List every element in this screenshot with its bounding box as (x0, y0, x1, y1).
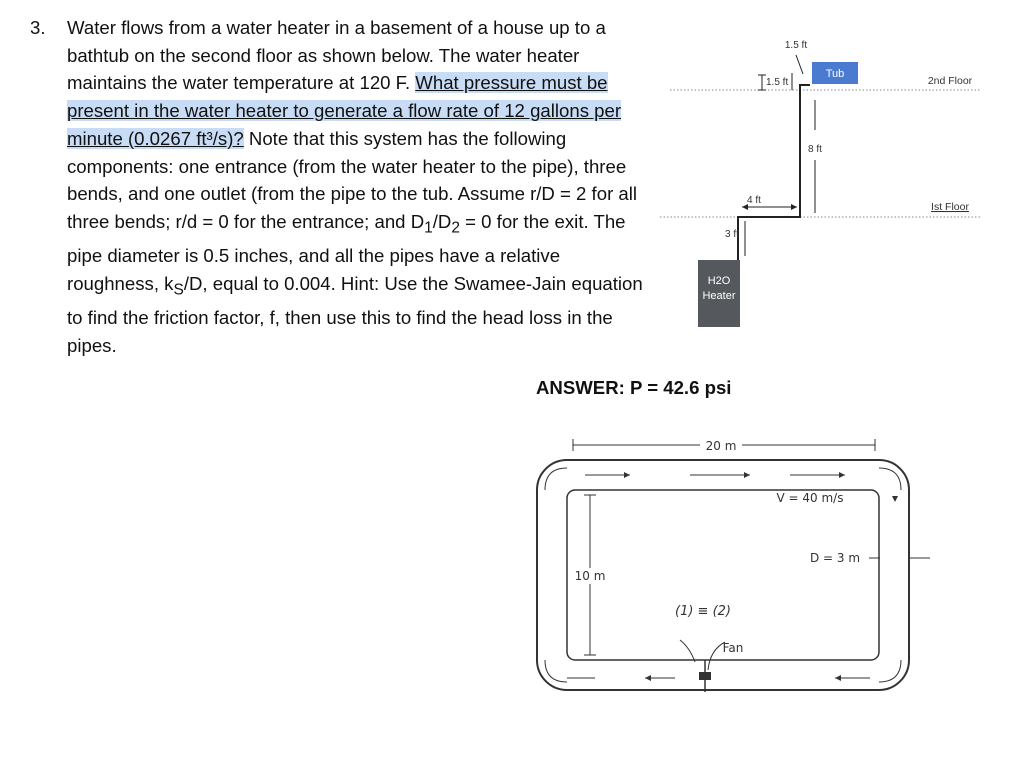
first-floor-label: Ist Floor (931, 201, 969, 213)
second-floor-label: 2nd Floor (927, 75, 973, 87)
problem-text-2: = 0 for the exit. The pipe diameter is 0.5 inches, and all the pipes have a relative roughness, k (67, 210, 626, 295)
problem-text-3: /D, equal to 0.004. Hint: Use the Swamee-Jain equation to find the friction factor, f, then use this to find the head loss in the pipes. (67, 273, 643, 357)
fan-label: Fan (722, 641, 744, 655)
flow-arrow-right-head (892, 496, 898, 502)
flow-arrow-top-left-head (624, 472, 630, 478)
tub-height-label: 1.5 ft (766, 77, 789, 88)
highlighted-question: What pressure must be present in the water heater to generate a flow rate of 12 gallons per minute (0.0267 ft³/s)? (67, 72, 622, 149)
velocity-label: V = 40 m/s (776, 491, 844, 505)
top-width-leader (796, 55, 803, 74)
flow-arrow-bottom-right-head (835, 675, 841, 681)
loop-inner-wall (567, 490, 879, 660)
subscript-2: 2 (451, 219, 460, 237)
heater-label-line2: Heater (702, 290, 736, 302)
corner-vane-tr (879, 468, 901, 490)
flow-arrow-top-center-head (744, 472, 750, 478)
sections-label: (1) ≡ (2) (675, 604, 731, 619)
subscript-s: S (173, 281, 184, 299)
diameter-label: D = 3 m (809, 551, 861, 565)
corner-vane-tl (545, 468, 567, 490)
problem-number: 3. (30, 17, 46, 38)
subscript-1: 1 (424, 219, 433, 237)
corner-vane-bl (545, 660, 567, 682)
flow-arrow-bottom-left-head (645, 675, 651, 681)
riser-length-label: 3 ft (725, 229, 739, 240)
fan (699, 672, 711, 680)
vertical-length-label: 8 ft (808, 144, 822, 155)
problem-intro: Water flows from a water heater in a basement of a house up to a bathtub on the second floor as shown below. The water heater maintains the water temperature at 120 F. (67, 17, 606, 94)
pipe (738, 85, 810, 260)
height-label: 10 m (574, 569, 606, 583)
top-width-label: 1.5 ft (784, 40, 808, 51)
tub-label: Tub (825, 68, 845, 80)
corner-vane-br (879, 660, 901, 682)
length-label: 20 m (705, 439, 737, 453)
problem-body (67, 14, 647, 360)
section-leader-left (680, 640, 695, 662)
answer-text: ANSWER: P = 42.6 psi (536, 377, 732, 398)
wind-tunnel-diagram (525, 430, 935, 700)
plumbing-diagram (660, 30, 990, 340)
flow-arrow-top-right-head (839, 472, 845, 478)
heater-label-line1: H2O (707, 275, 731, 287)
slash-d: /D (432, 210, 452, 232)
problem-text-1: Note that this system has the following components: one entrance (from the water heater to the pipe), three bends, and one outlet (from the pipe to the tub. Assume r/D = 2 for all three bends; r/d = 0 for the entrance; and D (67, 127, 638, 232)
horizontal-dim-arrow-right (791, 204, 797, 210)
horizontal-length-label: 4 ft (747, 195, 761, 206)
